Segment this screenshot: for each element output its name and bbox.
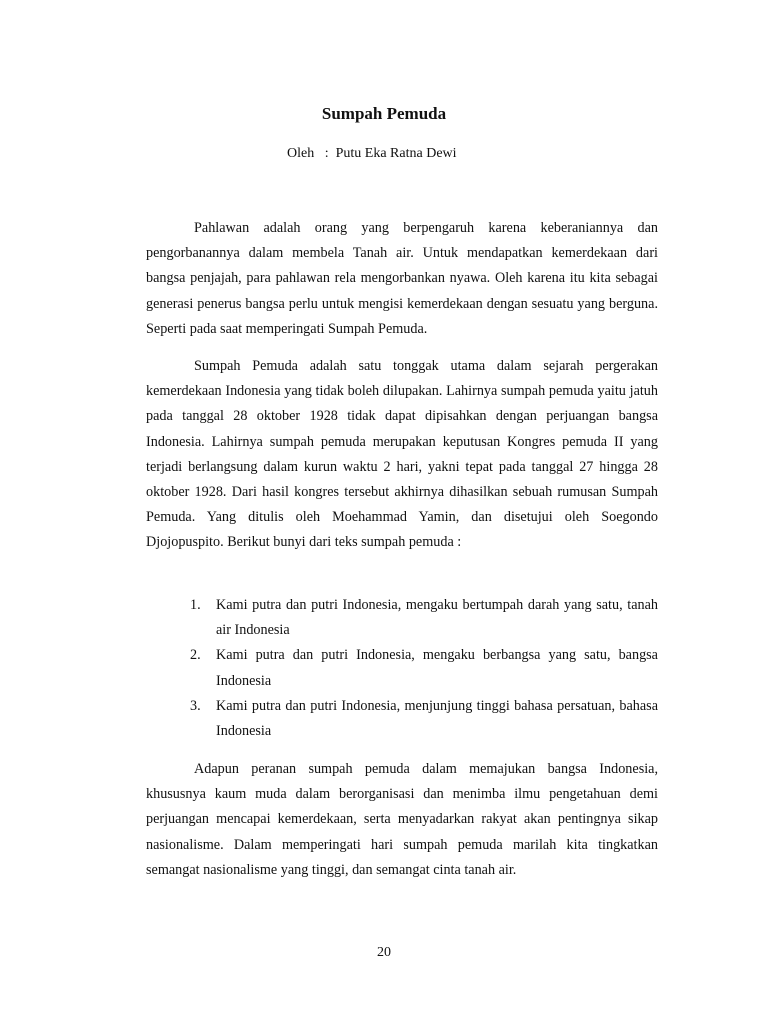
author-label: Oleh [287,146,315,161]
list-number: 2. [190,647,201,664]
list-item [190,694,658,744]
author-name: Putu Eka Ratna Dewi [335,146,457,161]
list-item [190,643,658,693]
paragraph-intro: Pahlawan adalah orang yang berpengaruh karena keberaniannya dan pengorbanannya dalam membela Tanah air. Untuk mendapatkan kemerdekaan dari bangsa penjajah, para pahlawan rela mengorbankan nyawa. Oleh karena itu kita sebagai generasi penerus bangsa perlu untuk mengisi kemerdekaan dengan sesuatu yang berguna. Seperti pada saat memperingati Sumpah Pemuda. [146,220,658,337]
author-line [287,146,457,162]
list-item [190,593,658,643]
author-separator: : [324,146,329,161]
oath-list [190,593,658,744]
document-title: Sumpah Pemuda [321,104,447,123]
list-number: 1. [190,597,201,613]
paragraph-conclusion: Adapun peranan sumpah pemuda dalam memajukan bangsa Indonesia, khususnya kaum muda dalam berorganisasi dan menimba ilmu pengetahuan demi perjuangan mencapai kemerdekaan, serta menyadarkan rakyat akan pentingnya sikap nasionalisme. Dalam memperingati hari sumpah pemuda marilah kita tingkatkan semangat nasionalisme yang tinggi, dan semangat cinta tanah air. [146,761,658,878]
list-text: Kami putra dan putri Indonesia, menjunjung tinggi bahasa persatuan, bahasa Indonesia [216,697,658,740]
paragraph-history: Sumpah Pemuda adalah satu tonggak utama dalam sejarah pergerakan kemerdekaan Indonesia yang tidak boleh dilupakan. Lahirnya sumpah pemuda yaitu jatuh pada tanggal 28 oktober 1928 tidak dapat dipisahkan dengan perjuangan bangsa Indonesia. Lahirnya sumpah pemuda merupakan keputusan Kongres pemuda II yang terjadi berlangsung dalam kurun waktu 2 hari, yakni tepat pada tanggal 27 hingga 28 oktober 1928. Dari hasil kongres tersebut akhirnya dihasilkan sebuah rumusan Sumpah Pemuda. Yang ditulis oleh Moehammad Yamin, dan disetujui oleh Soegondo Djojopuspito. Berikut bunyi dari teks sumpah pemuda : [146,358,658,551]
list-number: 3. [190,697,201,714]
list-text: Kami putra dan putri Indonesia, mengaku bertumpah darah yang satu, tanah air Indonesia [216,597,658,639]
list-text: Kami putra dan putri Indonesia, mengaku berbangsa yang satu, bangsa Indonesia [216,647,658,689]
page-number: 20 [377,945,391,960]
